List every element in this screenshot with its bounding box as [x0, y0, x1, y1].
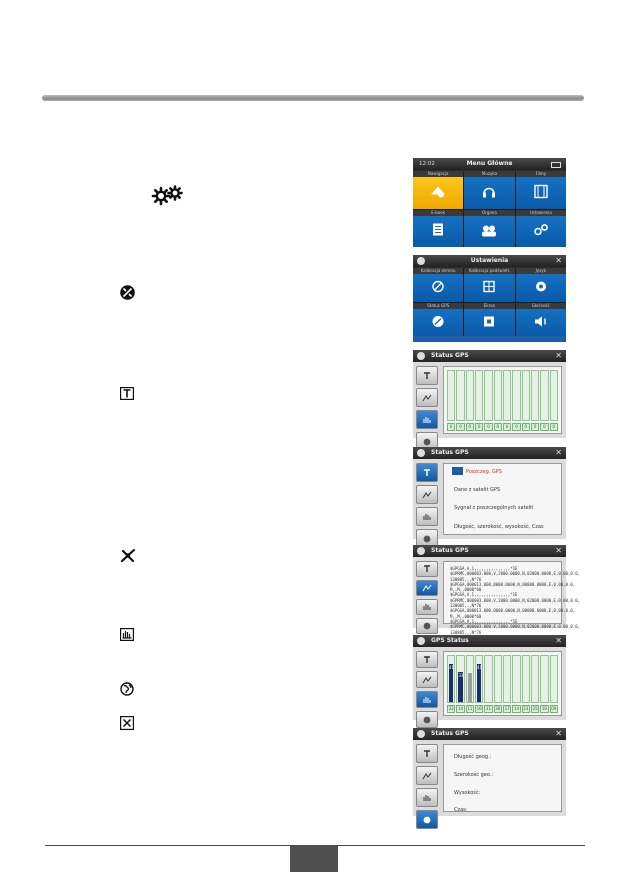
signal-bar [458, 672, 462, 702]
signal-panel [443, 651, 562, 716]
tile-label: Kalibracja podświetl. [464, 268, 514, 274]
tab-nmea[interactable] [416, 388, 438, 407]
tab-signal[interactable] [416, 410, 438, 429]
signal-bar-slot [522, 655, 530, 703]
tile-label: Ustawienia [516, 210, 566, 216]
satellite-id: 31 [485, 706, 492, 711]
tab-text[interactable] [416, 366, 438, 385]
signal-bar [468, 673, 472, 702]
tab-signal[interactable] [416, 691, 438, 708]
tile-music[interactable] [464, 171, 514, 209]
signal-bars [447, 370, 558, 421]
signal-value-label: 33 [458, 672, 464, 678]
signal-bar [550, 370, 558, 421]
calibration-icon [432, 278, 444, 297]
tab-text[interactable] [416, 651, 438, 668]
signal-panel [443, 366, 562, 434]
screenshot-gps-status-bars [413, 350, 566, 438]
satellite-id: 09 [551, 706, 557, 711]
signal-bar-slot [466, 655, 474, 703]
position-panel [443, 744, 562, 812]
tile-gps-status[interactable] [413, 303, 463, 337]
signal-bar [449, 664, 453, 702]
screen-title: Ustawienia [470, 257, 509, 264]
speaker-icon [534, 312, 548, 331]
satellite-id: 0 [456, 423, 464, 431]
close-box-icon [120, 716, 134, 730]
nmea-text: $GPGSA,A,1,,,,,,,,,,,,,,,*1E $GPRMC,000003.000,V,2000.0000,N,02000.0000,E,0.00,0.0, 130805,,,N*76 $GPGGA,000013.000,0000.0000,N,00000.0000,E,0,00,0.0, M,,M,,0000*60 $GPGSA,A,1,,,,,,,,,,,,,,,*1E $GPRMC,000003.000,V,2000.0000,N,02000.0000,E,0.00,0.0, 130805,,,N*76 $GPGGA,000013.000,0000.0000,N,00000.0000,E,0,00,0.0, M,,M,,0000*60 $GPGSA,A,1,,,,,,,,,,,,,,,*1E $GPRMC,000003.000,V,2000.0000,N,02000.0000,E,0.00,0.0, 130805,,,N*76 [450, 566, 581, 635]
menu-item[interactable]: Dane z satelit GPS [454, 487, 501, 493]
selected-item-icon [452, 467, 463, 475]
tile-films[interactable] [516, 171, 566, 209]
satellite-id: 22 [448, 706, 454, 711]
menu-panel [443, 463, 562, 535]
signal-bar [447, 370, 455, 421]
header-rule [42, 95, 584, 101]
signal-bars-icon [120, 628, 134, 641]
signal-bar [484, 370, 492, 421]
signal-bar-slot [512, 655, 520, 703]
time-label: Czas: [454, 807, 468, 813]
altitude-label: Wysokość: [454, 790, 481, 796]
signal-bar-slot [540, 655, 548, 703]
signal-bar-slot [531, 655, 539, 703]
screen-icon [483, 312, 495, 331]
titlebar [413, 728, 566, 740]
signal-bar-slot [447, 655, 455, 703]
titlebar [413, 158, 566, 170]
tile-label: Filmy [516, 171, 566, 177]
signal-bar-slot [494, 655, 502, 703]
signal-bar-slot [475, 655, 483, 703]
close-icon[interactable]: ✕ [555, 546, 562, 555]
latitude-label: Szerokość geo.: [454, 772, 494, 778]
menu-item[interactable]: Długość, szerokość, wysokość, Czas [454, 524, 544, 530]
satellite-icon [432, 312, 444, 331]
satellite-id: 25 [532, 706, 538, 711]
signal-bar-slot [484, 655, 492, 703]
titlebar [413, 350, 566, 362]
nmea-panel [443, 561, 581, 635]
tab-signal[interactable] [416, 507, 438, 526]
tab-position[interactable] [416, 618, 438, 634]
tile-volume[interactable] [516, 303, 566, 337]
scroll-bar[interactable] [413, 336, 566, 342]
tab-signal[interactable] [416, 788, 438, 807]
navigation-icon [430, 183, 446, 202]
screenshot-main-menu [413, 158, 566, 247]
satellite-id: 17 [504, 706, 510, 711]
text-t-icon [120, 387, 134, 400]
tile-label: Język [516, 268, 566, 274]
titlebar [413, 255, 566, 267]
satellite-id: 23 [523, 706, 529, 711]
tile-organa[interactable] [464, 210, 514, 248]
titlebar [413, 447, 566, 459]
satellite-id: 0 [484, 423, 492, 431]
satellite-id: 0 [531, 423, 539, 431]
screen-title: Status GPS [431, 352, 469, 359]
side-buttons [416, 561, 438, 637]
tile-ebook[interactable] [413, 210, 463, 248]
tile-calibration[interactable] [413, 268, 463, 302]
close-icon[interactable]: ✕ [555, 256, 562, 265]
titlebar [413, 635, 566, 647]
signal-bar [466, 370, 474, 421]
tile-language[interactable] [516, 268, 566, 302]
menu-item[interactable]: Sygnał z poszczególnych satelit [454, 505, 534, 511]
longitude-label: Długość geog.: [454, 754, 492, 760]
tab-nmea[interactable] [416, 766, 438, 785]
gears-icon [152, 186, 184, 204]
signal-bar-slot [503, 655, 511, 703]
satellite-id: 19 [541, 706, 547, 711]
people-icon [481, 222, 497, 241]
gps-body [413, 557, 581, 635]
satellite-icon [120, 548, 136, 563]
tile-label: Organa [464, 210, 514, 216]
screenshot-settings [413, 255, 566, 342]
satellite-icon [417, 547, 425, 555]
screen-title: Status GPS [431, 449, 469, 456]
signal-bar [494, 370, 502, 421]
satellite-id: 0 [466, 423, 474, 431]
tab-text[interactable] [416, 744, 438, 763]
tab-nmea[interactable] [416, 485, 438, 504]
satellite-icon [120, 285, 135, 300]
tab-nmea[interactable] [416, 580, 438, 596]
tile-label: Nawigacja [413, 171, 463, 177]
screenshot-gps-nmea [413, 545, 581, 635]
screenshot-gps-position [413, 728, 566, 816]
screenshot-gps-status-menu [413, 447, 566, 539]
screenshot-gps-signal-chart [413, 635, 566, 720]
satellite-icon [417, 637, 425, 645]
clock: 12:02 [419, 161, 435, 167]
gps-body [413, 362, 566, 438]
side-buttons [416, 651, 438, 731]
satellite-icon [417, 730, 425, 738]
signal-bar [503, 370, 511, 421]
screen-title: GPS Status [431, 637, 469, 644]
satellite-icon [417, 449, 425, 457]
tab-text[interactable] [416, 463, 438, 482]
satellite-id: 0 [522, 423, 530, 431]
signal-bar [531, 370, 539, 421]
close-icon[interactable]: ✕ [555, 636, 562, 645]
tab-position[interactable] [416, 810, 438, 829]
satellite-id: 0 [550, 423, 558, 431]
page-number-tab [290, 846, 338, 872]
tile-label: Muzyka [464, 171, 514, 177]
titlebar [413, 545, 566, 557]
satellite-ids [447, 423, 558, 431]
satellite-id: 0 [540, 423, 548, 431]
film-icon [534, 183, 548, 202]
side-buttons [416, 366, 438, 454]
satellite-id: 0 [494, 423, 502, 431]
close-icon[interactable]: ✕ [555, 729, 562, 738]
gps-body [413, 647, 566, 720]
satellite-id: 0 [512, 423, 520, 431]
tile-navigation[interactable] [413, 171, 463, 209]
signal-bar [477, 664, 481, 702]
signal-bar [475, 370, 483, 421]
headphones-icon [482, 183, 496, 202]
satellite-id: 11 [467, 706, 473, 711]
tab-position[interactable] [416, 711, 438, 728]
screen-title: Menu Główne [466, 160, 513, 167]
close-icon[interactable]: ✕ [555, 448, 562, 457]
tile-label: Ekran [464, 303, 514, 309]
satellite-id: 16 [476, 706, 482, 711]
signal-bar [456, 370, 464, 421]
satellite-id: 0 [447, 423, 455, 431]
tab-signal[interactable] [416, 599, 438, 615]
close-icon[interactable]: ✕ [555, 351, 562, 360]
screen-title: Status GPS [431, 730, 469, 737]
gps-body [413, 459, 566, 539]
gps-body [413, 740, 566, 816]
document-icon [432, 222, 444, 241]
grid-icon [483, 278, 495, 297]
signal-bar [522, 370, 530, 421]
satellite-ids [447, 705, 558, 713]
side-buttons [416, 463, 438, 551]
satellite-icon [417, 352, 425, 360]
globe-icon [120, 682, 134, 696]
tile-screen[interactable] [464, 303, 514, 337]
tile-label: Kalibracja ekranu [413, 268, 463, 274]
satellite-id: 30 [495, 706, 501, 711]
signal-bar-slot [550, 655, 558, 703]
tab-nmea[interactable] [416, 671, 438, 688]
menu-item[interactable]: Poszczeg. GPS [466, 469, 502, 475]
signal-value-label: 41 [476, 665, 483, 671]
satellite-id: 0 [503, 423, 511, 431]
battery-icon [551, 162, 561, 168]
signal-bar [540, 370, 548, 421]
side-buttons [416, 744, 438, 832]
signal-value-label: 41 [449, 665, 455, 671]
globe-icon [535, 278, 547, 297]
tab-text[interactable] [416, 561, 438, 577]
gears-icon [533, 222, 549, 241]
signal-bar-slot [456, 655, 464, 703]
satellite-id: 0 [475, 423, 483, 431]
satellite-id: 14 [457, 706, 464, 711]
tile-label: E-book [413, 210, 463, 216]
tile-settings[interactable] [516, 210, 566, 248]
signal-bars [447, 655, 558, 703]
tile-label: Głośność [516, 303, 566, 309]
signal-bar [512, 370, 520, 421]
tile-label: Status GPS [413, 303, 463, 309]
satellite-id: 14 [513, 706, 519, 711]
tile-backlight[interactable] [464, 268, 514, 302]
screen-title: Status GPS [431, 547, 469, 554]
